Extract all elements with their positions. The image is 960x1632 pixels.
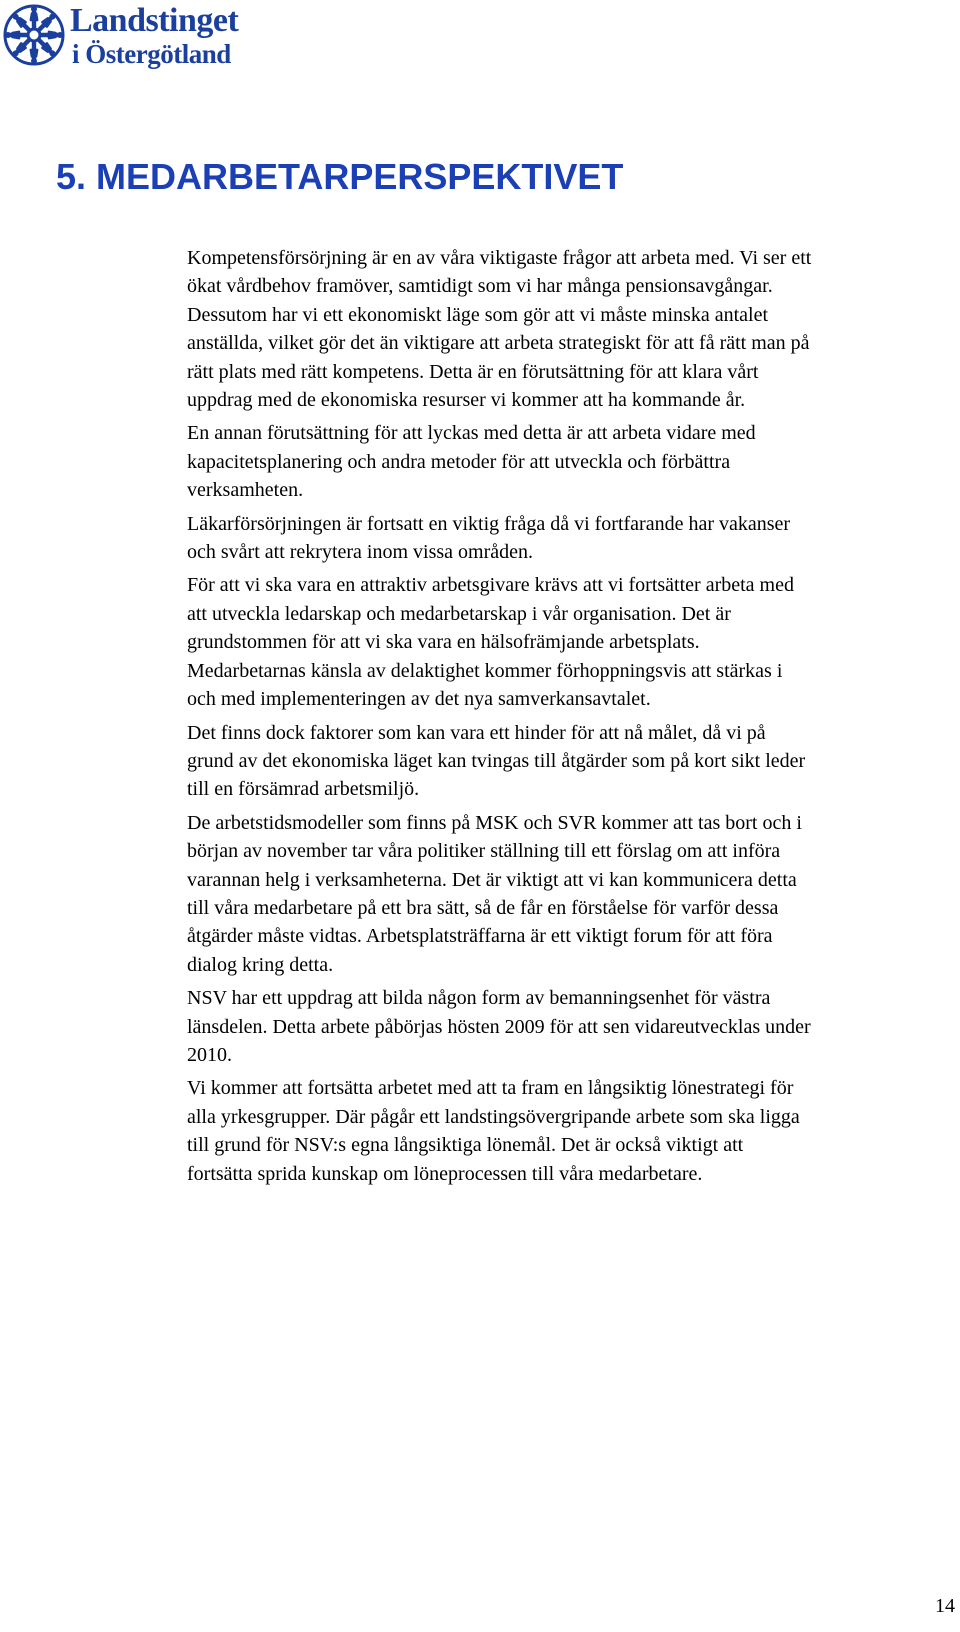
paragraph-employer-attractiveness: För att vi ska vara en attraktiv arbetsgivare krävs att vi fortsätter arbeta med att utveckla ledarskap och medarbetarskap i vår organisation. Det är grundstommen för att vi ska vara en hälsofrämjande arbetsplats. Medarbetarnas känsla av delaktighet kommer förhoppningsvis att stärkas i och med implementeringen av det nya samverkansavtalet. bbox=[187, 574, 794, 711]
paragraph-salary-strategy: Vi kommer att fortsätta arbetet med att ta fram en långsiktig lönestrategi för alla yrkesgrupper. Där pågår ett landstingsövergripande arbete som ska ligga till grund för NSV:s egna långsiktiga lönemål. Det är också viktigt att fortsätta sprida kunskap om löneprocessen till våra medarbetare. bbox=[187, 1077, 800, 1185]
section-heading: 5. MEDARBETARPERSPEKTIVET bbox=[56, 156, 624, 197]
paragraph-staffing-unit: NSV har ett uppdrag att bilda någon form av bemanningsenhet för västra länsdelen. Detta arbete påbörjas hösten 2009 för att sen vidareutvecklas under 2010. bbox=[187, 987, 811, 1066]
section-body bbox=[187, 244, 957, 1193]
organization-logo bbox=[2, 2, 272, 72]
paragraph-physician-supply: Läkarförsörjningen är fortsatt en viktig fråga då vi fortfarande har vakanser och svårt att rekrytera inom vissa områden. bbox=[187, 512, 791, 564]
snowflake-emblem-icon bbox=[2, 2, 66, 68]
paragraph-obstacles: Det finns dock faktorer som kan vara ett hinder för att nå målet, då vi på grund av det ekonomiska läget kan tvingas till åtgärder som på kort sikt leder till en försämrad arbetsmiljö. bbox=[187, 721, 806, 801]
paragraph-capacity-planning: En annan förutsättning för att lyckas med detta är att arbeta vidare med kapacitetsplanering och andra metoder för att utveckla och förbättra verksamheten. bbox=[187, 422, 756, 502]
logo-wordmark-line1: Landstinget bbox=[70, 2, 239, 39]
logo-wordmark-line2: i Östergötland bbox=[72, 39, 231, 69]
paragraph-competence: Kompetensförsörjning är en av våra viktigaste frågor att arbeta med. Vi ser ett ökat vårdbehov framöver, samtidigt som vi har många pensionsavgångar. Dessutom har vi ett ekonomiskt läge som gör att vi måste minska antalet anställda, vilket gör det än viktigare att arbeta strategiskt för att få rätt man på rätt plats med rätt kompetens. Detta är en förutsättning för att klara vårt uppdrag med de ekonomiska resurser vi kommer att ha kommande år. bbox=[187, 247, 812, 412]
paragraph-working-time-models: De arbetstidsmodeller som finns på MSK och SVR kommer att tas bort och i början av november tar våra politiker ställning till ett förslag om att införa varannan helg i verksamheterna. Det är viktigt att vi kan kommunicera detta till våra medarbetare på ett bra sätt, så de får en förståelse för varför dessa åtgärder måste vidtas. Arbetsplatsträffarna är ett viktigt forum för att föra dialog kring detta. bbox=[187, 811, 802, 976]
page-number: 14 bbox=[935, 1595, 955, 1617]
